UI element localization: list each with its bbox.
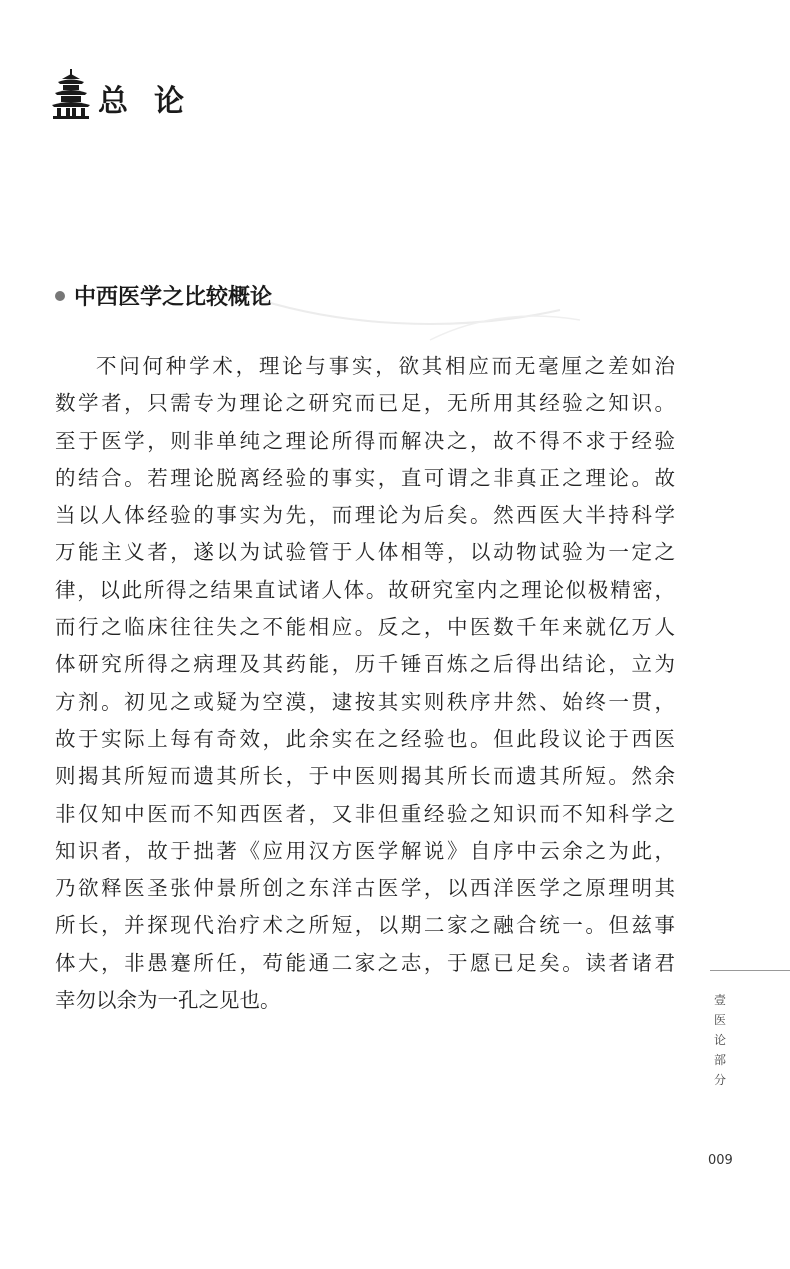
body-line: 体研究所得之病理及其药能，历千锤百炼之后得出结论，立为 <box>55 652 675 677</box>
bullet-dot-icon <box>55 291 65 301</box>
chapter-header <box>52 68 210 120</box>
side-label-char: 部 <box>714 1053 727 1067</box>
body-line: 则揭其所短而遗其所长，于中医则揭其所长而遗其所短。然余 <box>55 764 675 789</box>
body-line: 故于实际上每有奇效，此余实在之经验也。但此段议论于西医 <box>55 726 675 751</box>
body-line: 体大，非愚蹇所任，苟能通二家之志，于愿已足矣。读者诸君 <box>55 950 675 975</box>
section-heading <box>55 280 272 311</box>
body-line: 非仅知中医而不知西医者，又非但重经验之知识而不知科学之 <box>55 801 675 826</box>
body-paragraph <box>55 348 675 1019</box>
body-line: 至于医学，则非单纯之理论所得而解决之，故不得不求于经验 <box>55 428 675 453</box>
body-line: 律，以此所得之结果直试诸人体。故研究室内之理论似极精密， <box>55 577 675 602</box>
body-line: 而行之临床往往失之不能相应。反之，中医数千年来就亿万人 <box>55 615 675 640</box>
body-line: 的结合。若理论脱离经验的事实，直可谓之非真正之理论。故 <box>55 465 675 490</box>
body-line: 乃欲释医圣张仲景所创之东洋古医学，以西洋医学之原理明其 <box>55 876 675 901</box>
chapter-title: 总论 <box>98 84 210 119</box>
body-line: 幸勿以余为一孔之见也。 <box>55 988 281 1013</box>
body-line: 所长，并探现代治疗术之所短，以期二家之融合统一。但兹事 <box>55 913 675 938</box>
side-label-char: 论 <box>714 1033 727 1047</box>
pagoda-icon <box>52 69 90 119</box>
body-line: 数学者，只需专为理论之研究而已足，无所用其经验之知识。 <box>55 391 675 416</box>
side-divider <box>710 970 790 971</box>
side-section-label <box>714 990 726 1090</box>
side-label-char: 壹 <box>714 993 727 1007</box>
side-label-char: 医 <box>714 1013 727 1027</box>
body-line: 万能主义者，遂以为试验管于人体相等，以动物试验为一定之 <box>55 540 675 565</box>
section-title: 中西医学之比较概论 <box>74 285 273 310</box>
body-line: 方剂。初见之或疑为空漠，逮按其实则秩序井然、始终一贯， <box>55 689 675 714</box>
body-line: 不问何种学术，理论与事实，欲其相应而无毫厘之差如治 <box>96 354 675 378</box>
body-line: 当以人体经验的事实为先，而理论为后矣。然西医大半持科学 <box>55 503 675 528</box>
body-line: 知识者，故于拙著《应用汉方医学解说》自序中云余之为此， <box>55 838 675 863</box>
side-label-char: 分 <box>714 1073 727 1087</box>
page-number: 009 <box>708 1153 733 1168</box>
